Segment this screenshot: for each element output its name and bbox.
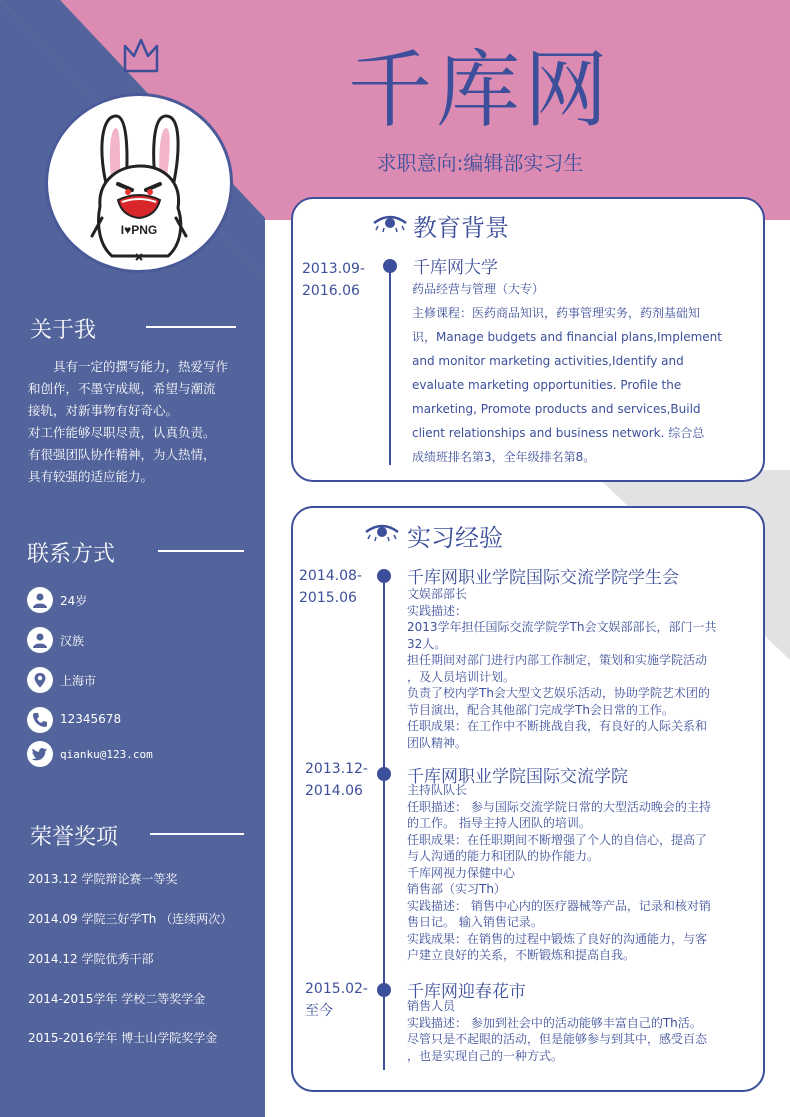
exp-line: 主持队队长 <box>407 783 468 797</box>
edu-line: and monitor marketing activities,Identify and <box>412 354 684 368</box>
eye-icon <box>372 213 408 233</box>
edu-line: 成绩班排名第3，全年级排名第8。 <box>412 450 596 464</box>
exp-line: ，及人员培训计划。 <box>407 669 516 684</box>
award-item: 2013.12 学院辩论赛一等奖 <box>28 872 178 886</box>
exp-line: 任职成果：在工作中不断挑战自我，有良好的人际关系和 <box>407 719 708 733</box>
exp-line: 销售部（实习Th） <box>407 882 506 896</box>
exp-line: 实践描述： <box>407 603 468 618</box>
about-line: 接轨，对新事物有好奇心。 <box>28 403 179 418</box>
exp-line: 任职成果：在任职期间不断增强了个人的自信心，提高了 <box>407 832 708 847</box>
exp-line: ，也是实现自己的一种方式。 <box>407 1048 564 1063</box>
contact-ethnicity <box>27 627 247 655</box>
timeline-dot <box>377 767 391 781</box>
exp-line: 实践描述： 销售中心内的医疗器械等产品，记录和核对销 <box>407 898 711 913</box>
edu-line: 识，Manage budgets and financial plans,Implement <box>412 330 722 344</box>
crown-icon <box>122 38 160 74</box>
exp-date-end: 至今 <box>305 1003 333 1019</box>
user-icon <box>27 587 53 613</box>
edu-date-end: 2016.06 <box>302 283 360 299</box>
exp-org: 千库网迎春花市 <box>407 982 526 1002</box>
exp-date-end: 2015.06 <box>299 590 357 606</box>
exp-line: 文娱部部长 <box>407 587 468 601</box>
exp-line: 售日记。 输入销售记录。 <box>407 915 543 929</box>
contact-phone-text: 12345678 <box>60 712 122 726</box>
exp-line: 担任期间对部门进行内部工作制定，策划和实施学院活动 <box>407 653 708 667</box>
exp-line: 销售人员 <box>407 999 456 1013</box>
contact-location <box>27 667 247 695</box>
contact-email <box>27 741 247 769</box>
about-line: 和创作，不墨守成规，希望与潮流 <box>28 381 216 396</box>
exp-date-start: 2015.02- <box>305 981 368 997</box>
contact-divider <box>158 550 244 552</box>
timeline-dot <box>383 259 397 273</box>
edu-date <box>302 258 365 302</box>
award-item: 2014.09 学院三好学Th （连续两次） <box>28 912 233 926</box>
about-line: 有很强团队协作精神，为人热情， <box>28 447 216 462</box>
education-heading: 教育背景 <box>413 214 509 242</box>
exp-date <box>305 758 368 802</box>
exp-org: 千库网职业学院国际交流学院 <box>407 767 628 787</box>
about-heading: 关于我 <box>30 318 97 343</box>
exp-line: 尽管只是不起眼的活动，但是能够参与到其中，感受百态 <box>407 1032 708 1046</box>
bunny-illustration <box>48 96 230 270</box>
exp-date-start: 2014.08- <box>299 568 362 584</box>
edu-line: 主修课程：医药商品知识，药事管理实务，药剂基础知 <box>412 306 701 320</box>
exp-line: 团队精神。 <box>407 735 468 750</box>
edu-line: client relationships and business network. 综合总 <box>412 426 705 440</box>
location-pin-icon <box>27 667 53 693</box>
edu-line: marketing, Promote products and services,Build <box>412 402 701 416</box>
shirt-text: I♥PNG <box>120 223 158 237</box>
page-title: 千库网 <box>347 41 612 139</box>
phone-icon <box>27 707 53 733</box>
exp-line: 2013学年担任国际交流学院学Th会文娱部部长，部门一共 <box>407 620 717 634</box>
exp-date-end: 2014.06 <box>305 783 363 799</box>
contact-ethnicity-text: 汉族 <box>60 634 85 648</box>
exp-line: 与人沟通的能力和团队的协作能力。 <box>407 849 600 863</box>
job-objective: 求职意向:编辑部实习生 <box>376 151 584 175</box>
edu-description <box>412 277 758 469</box>
contact-heading: 联系方式 <box>27 542 116 567</box>
exp-org: 千库网职业学院国际交流学院学生会 <box>407 568 679 588</box>
timeline-dot <box>377 983 391 997</box>
exp-description <box>407 998 755 1064</box>
about-line: 具有一定的撰写能力，热爱写作 <box>53 359 229 374</box>
twitter-icon <box>27 741 53 767</box>
edu-line: evaluate marketing opportunities. Profile the <box>412 378 682 392</box>
exp-line: 户建立良好的关系，不断锻炼和提高自我。 <box>407 948 636 962</box>
exp-line: 节目演出，配合其他部门完成学Th会日常的工作。 <box>407 702 674 717</box>
eye-icon <box>364 522 400 542</box>
contact-age-text: 24岁 <box>60 594 88 608</box>
exp-line: 任职描述： 参与国际交流学院日常的大型活动晚会的主持 <box>407 799 711 814</box>
contact-location-text: 上海市 <box>60 674 97 688</box>
awards-heading: 荣誉奖项 <box>30 825 119 850</box>
award-item: 2014-2015学年 学校二等奖学金 <box>28 992 206 1006</box>
about-divider <box>146 326 236 328</box>
exp-line: 实践描述： 参加到社会中的活动能够丰富自己的Th活。 <box>407 1015 702 1030</box>
timeline-dot <box>377 569 391 583</box>
award-item: 2014.12 学院优秀干部 <box>28 952 154 966</box>
exp-date <box>299 565 362 609</box>
exp-line: 实践成果：在销售的过程中锻炼了良好的沟通能力，与客 <box>407 931 708 946</box>
exp-line: 负责了校内学Th会大型文艺娱乐活动，协助学院艺术团的 <box>407 686 710 700</box>
education-timeline-line <box>389 265 391 465</box>
person-icon <box>27 627 53 653</box>
edu-line: 药品经营与管理（大专） <box>412 282 545 296</box>
experience-heading: 实习经验 <box>407 524 503 552</box>
exp-description <box>407 782 755 964</box>
edu-date-start: 2013.09- <box>302 261 365 277</box>
award-item: 2015-2016学年 博士山学院奖学金 <box>28 1031 218 1045</box>
about-text <box>28 356 238 488</box>
exp-date-start: 2013.12- <box>305 761 368 777</box>
contact-phone <box>27 707 247 735</box>
exp-line: 千库网视力保健中心 <box>407 865 516 880</box>
contact-email-text: qianku@123.com <box>60 748 153 761</box>
contact-age <box>27 587 247 615</box>
exp-line: 32人。 <box>407 636 447 651</box>
exp-line: 的工作。 指导主持人团队的培训。 <box>407 816 591 830</box>
about-line: 对工作能够尽职尽责，认真负责。 <box>28 425 216 440</box>
avatar <box>45 93 233 273</box>
edu-school: 千库网大学 <box>413 258 498 278</box>
exp-description <box>407 586 755 751</box>
about-line: 具有较强的适应能力。 <box>28 469 154 484</box>
exp-date <box>305 978 368 1022</box>
awards-divider <box>150 833 244 835</box>
